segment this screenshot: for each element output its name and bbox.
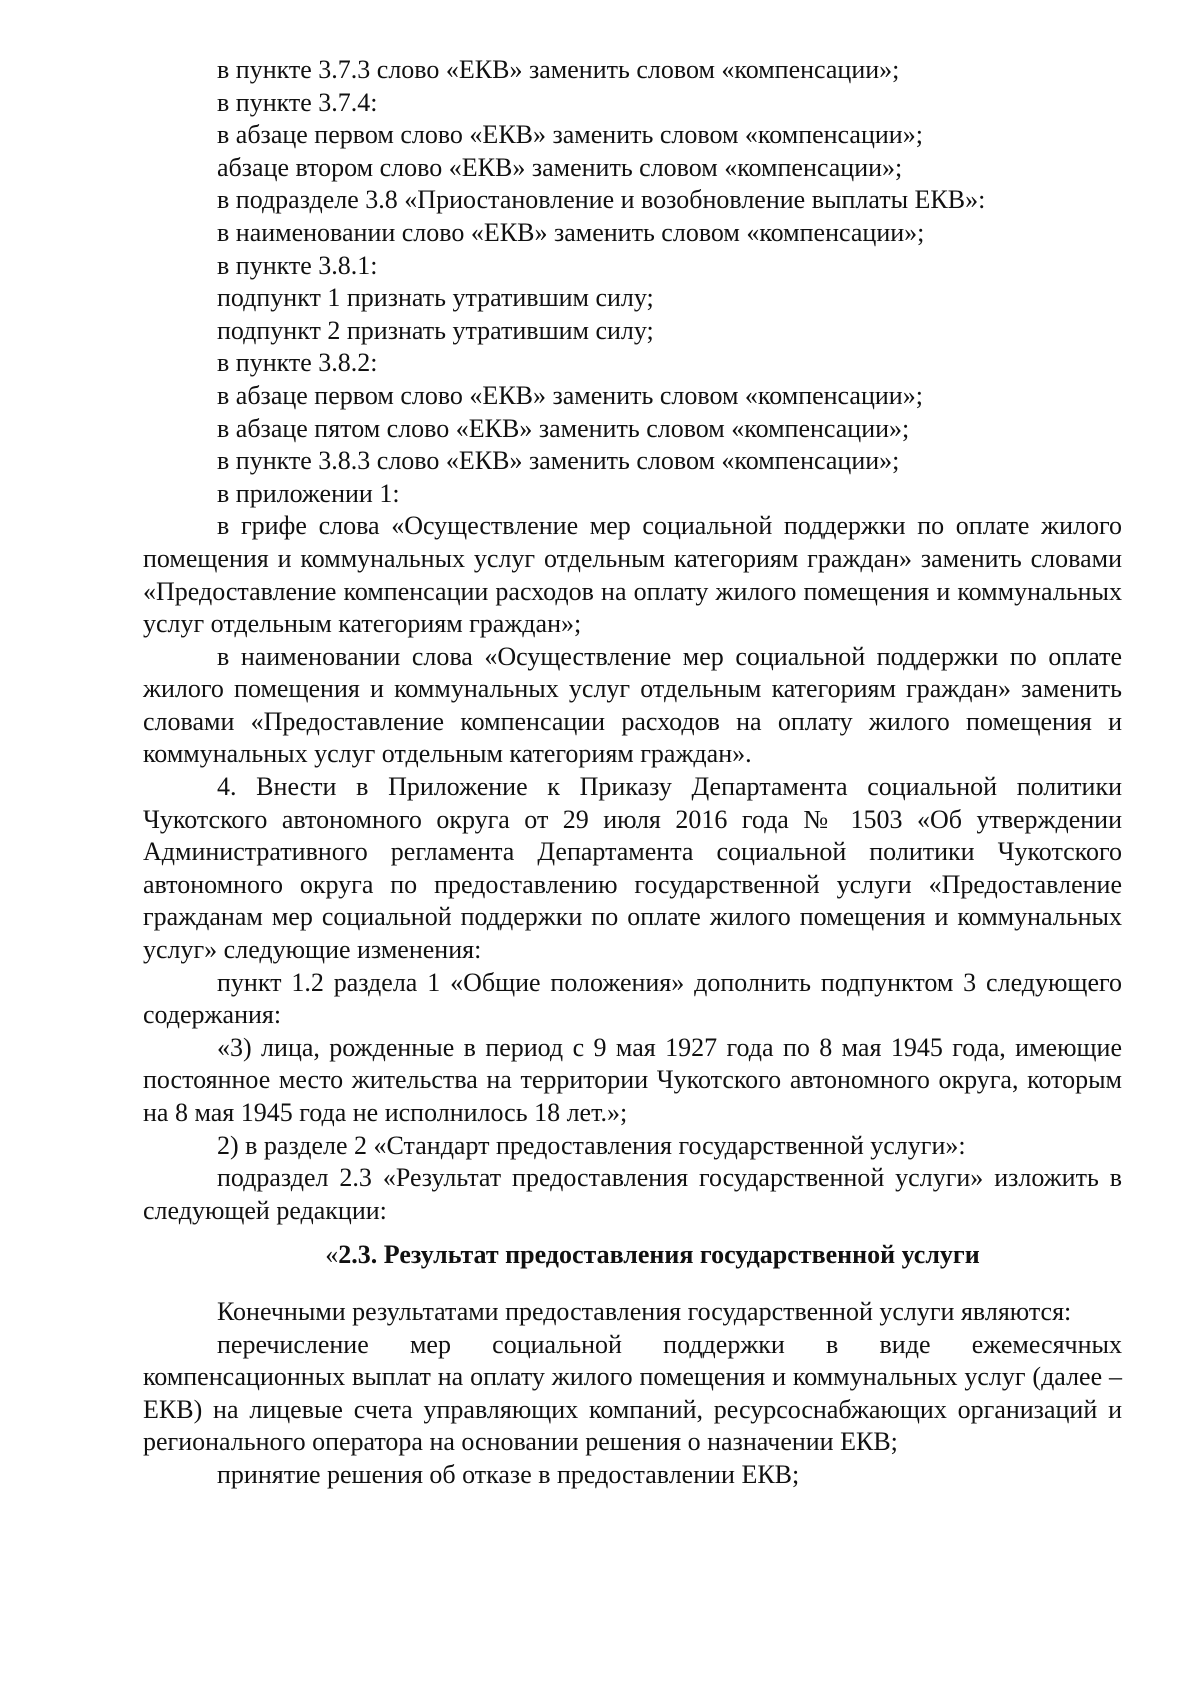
paragraph: в абзаце первом слово «ЕКВ» заменить словом «компенсации»; — [217, 380, 923, 410]
paragraph: Конечными результатами предоставления государственной услуги являются: — [217, 1296, 1072, 1326]
paragraph: в пункте 3.8.2: — [217, 348, 378, 378]
document-page — [143, 54, 1122, 1492]
paragraph: в приложении 1: — [217, 478, 400, 508]
paragraph: в пункте 3.8.3 слово «ЕКВ» заменить словом «компенсации»; — [217, 446, 900, 476]
paragraph: принятие решения об отказе в предоставлении ЕКВ; — [217, 1459, 800, 1489]
paragraph: в пункте 3.8.1: — [217, 250, 378, 280]
paragraph: в грифе слова «Осуществление мер социальной поддержки по оплате жилого помещения и коммунальных услуг отдельным категориям граждан» заменить словами «Предоставление компенсации расходов на оплату жилого помещения и коммунальных услуг отдельным категориям граждан»; — [143, 511, 1122, 639]
paragraph: 4. Внести в Приложение к Приказу Департамента социальной политики Чукотского автономного округа от 29 июля 2016 года № 1503 «Об утверждении Административного регламента Департамента социальной политики Чукотского автономного округа по предоставлению государственной услуги «Предоставление гражданам мер социальной поддержки по оплате жилого помещения и коммунальных услуг» следующие изменения: — [143, 772, 1122, 965]
paragraph: подпункт 1 признать утратившим силу; — [217, 283, 654, 313]
paragraph: в пункте 3.7.3 слово «ЕКВ» заменить словом «компенсации»; — [217, 55, 900, 84]
paragraph: 2) в разделе 2 «Стандарт предоставления государственной услуги»: — [217, 1130, 966, 1160]
paragraph: перечисление мер социальной поддержки в виде ежемесячных компенсационных выплат на оплату жилого помещения и коммунальных услуг (далее – ЕКВ) на лицевые счета управляющих компаний, ресурсоснабжающих организаций и регионального оператора на основании решения о назначении ЕКВ; — [143, 1329, 1122, 1457]
paragraph: в наименовании слово «ЕКВ» заменить словом «компенсации»; — [217, 217, 925, 247]
paragraph: в подразделе 3.8 «Приостановление и возобновление выплаты ЕКВ»: — [217, 185, 986, 215]
paragraph: в абзаце первом слово «ЕКВ» заменить словом «компенсации»; — [217, 120, 923, 150]
heading-text: 2.3. Результат предоставления государственной услуги — [338, 1240, 980, 1270]
heading-open-quote: « — [325, 1240, 339, 1270]
section-heading — [143, 1239, 1122, 1272]
paragraph: подраздел 2.3 «Результат предоставления государственной услуги» изложить в следующей редакции: — [143, 1163, 1122, 1225]
paragraph: абзаце втором слово «ЕКВ» заменить словом «компенсации»; — [217, 152, 903, 182]
paragraph: в наименовании слова «Осуществление мер социальной поддержки по оплате жилого помещения и коммунальных услуг отдельным категориям граждан» заменить словами «Предоставление компенсации расходов на оплату жилого помещения и коммунальных услуг отдельным категориям граждан». — [143, 641, 1122, 769]
paragraph: пункт 1.2 раздела 1 «Общие положения» дополнить подпунктом 3 следующего содержания: — [143, 967, 1122, 1030]
paragraph: «3) лица, рожденные в период с 9 мая 1927 года по 8 мая 1945 года, имеющие постоянное место жительства на территории Чукотского автономного округа, которым на 8 мая 1945 года не исполнилось 18 лет.»; — [143, 1032, 1122, 1127]
paragraph: подпункт 2 признать утратившим силу; — [217, 315, 654, 345]
paragraph: в абзаце пятом слово «ЕКВ» заменить словом «компенсации»; — [217, 413, 910, 443]
paragraph: в пункте 3.7.4: — [217, 87, 378, 117]
